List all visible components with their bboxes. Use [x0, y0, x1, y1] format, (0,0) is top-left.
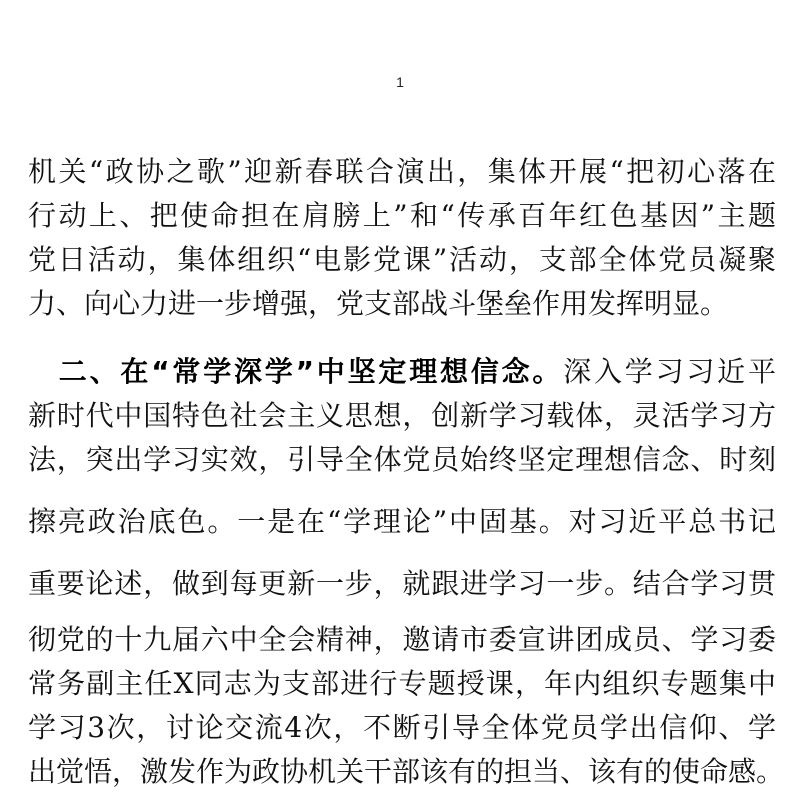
paragraph-line: 擦亮政治底色。一是在“学理论”中固基。对习近平总书记	[28, 505, 776, 538]
paragraph-line: 行动上、把使命担在肩膀上”和“传承百年红色基因”主题	[28, 199, 776, 232]
paragraph-line: 法，突出学习实效，引导全体党员始终坚定理想信念、时刻	[28, 443, 776, 476]
section-heading-line	[28, 350, 776, 394]
page-number: 1	[396, 74, 404, 90]
paragraph-line: 机关“政协之歌”迎新春联合演出，集体开展“把初心落在	[28, 155, 776, 188]
section-heading-continuation: 深入学习习近平	[563, 355, 776, 388]
section-heading: 二、在“常学深学”中坚定理想信念。	[28, 355, 564, 388]
paragraph-line: 常务副主任X同志为支部进行专题授课，年内组织专题集中	[28, 667, 776, 700]
paragraph-line: 彻党的十九届六中全会精神，邀请市委宣讲团成员、学习委	[28, 623, 776, 656]
paragraph-line: 力、向心力进一步增强，党支部战斗堡垒作用发挥明显。	[28, 287, 729, 320]
paragraph-line: 重要论述，做到每更新一步，就跟进学习一步。结合学习贯	[28, 567, 776, 600]
paragraph-line: 新时代中国特色社会主义思想，创新学习载体，灵活学习方	[28, 399, 776, 432]
paragraph-line: 出觉悟，激发作为政协机关干部该有的担当、该有的使命感。	[28, 755, 785, 788]
paragraph-line: 学习3次，讨论交流4次，不断引导全体党员学出信仰、学	[28, 711, 776, 744]
paragraph-line: 党日活动，集体组织“电影党课”活动，支部全体党员凝聚	[28, 243, 776, 276]
